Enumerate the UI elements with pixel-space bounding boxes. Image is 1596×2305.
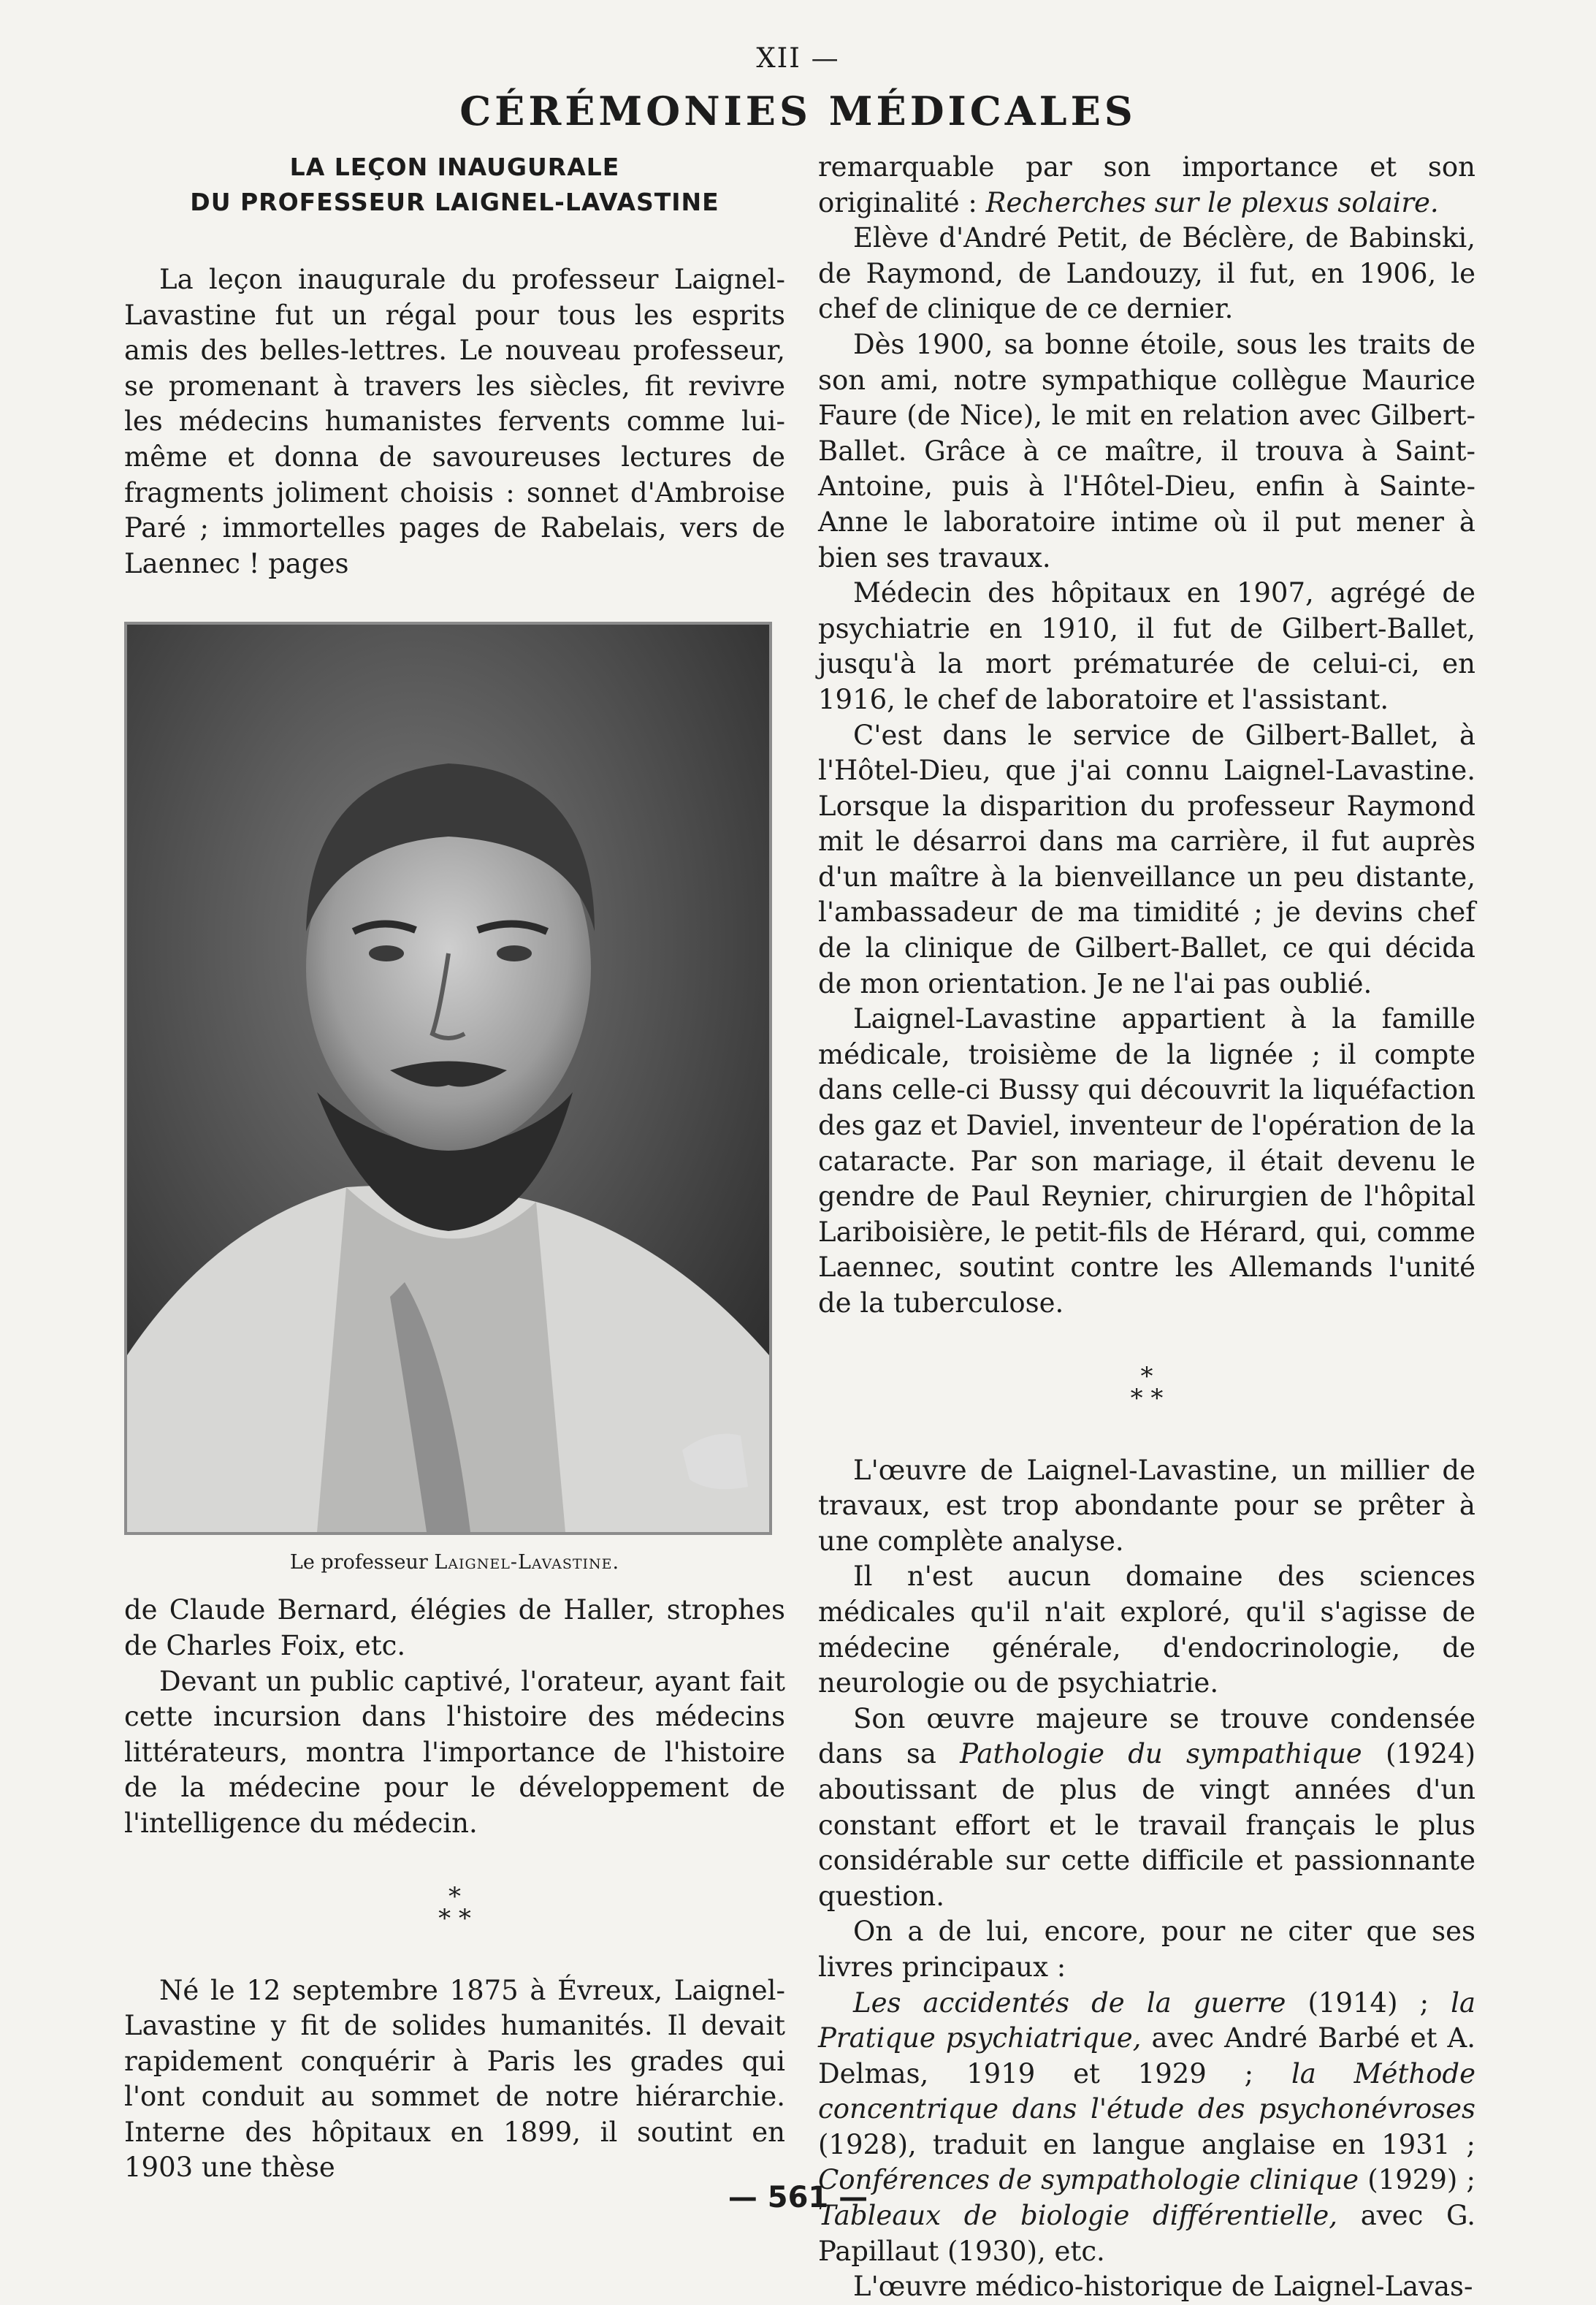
book-title: Conférences de sympathologie clinique: [818, 2164, 1359, 2196]
section-break-asterism: * * *: [1130, 1361, 1164, 1413]
caption-prefix: Le professeur: [289, 1551, 428, 1574]
article-heading-line-1: LA LEÇON INAUGURALE: [289, 153, 620, 181]
paragraph: Devant un public captivé, l'orateur, ayant fait cette incursion dans l'histoire des médecins littérateurs, montra l'importance de l'histoire de la médecine pour le développement de l'intelligence du médecin.: [124, 1665, 785, 1839]
paragraph: L'œuvre de Laignel-Lavastine, un millier de travaux, est trop abondante pour se prêter à une complète analyse.: [818, 1454, 1475, 1557]
section-title: CÉRÉMONIES MÉDICALES: [459, 88, 1137, 134]
paragraph: de Claude Bernard, élégies de Haller, strophes de Charles Foix, etc.: [124, 1594, 785, 1661]
left-column: [124, 150, 785, 2186]
paragraph: Il n'est aucun domaine des sciences médicales qu'il n'ait exploré, qu'il s'agisse de médecine générale, d'endocrinologie, de neurologie ou de psychiatrie.: [818, 1561, 1475, 1699]
paragraph: C'est dans le service de Gilbert-Ballet, à l'Hôtel-Dieu, que j'ai connu Laignel-Lavastine. Lorsque la disparition du professeur Raymond mit le désarroi dans ma carrière, il fut auprès d'un maître à la bienveillance un peu distante, l'ambassadeur de ma timidité ; je devins chef de la clinique de Gilbert-Ballet, ce qui décida de mon orientation. Je ne l'ai pas oublié.: [818, 719, 1475, 999]
paragraph: L'œuvre médico-historique de Laignel-Lavas-: [853, 2271, 1473, 2303]
paragraph: La leçon inaugurale du professeur Laignel-Lavastine fut un régal pour tous les esprits amis des belles-lettres. Le nouveau professeur, se promenant à travers les siècles, fit revivre les médecins humanistes fervents comme lui-même et donna de savoureuses lectures de fragments joliment choisis : sonnet d'Ambroise Paré ; immortelles pages de Rabelais, vers de Laennec ! pages: [124, 264, 785, 579]
paragraph: remarquable par son importance et son originalité : Recherches sur le plexus solaire.: [818, 151, 1475, 218]
article-heading-line-2: DU PROFESSEUR LAIGNEL-LAVASTINE: [190, 188, 719, 216]
bibliography-paragraph: Les accidentés de la guerre (1914) ; la Pratique psychiatrique, avec André Barbé et A. Delmas, 1919 et 1929 ; la Méthode concentrique dans l'étude des psychonévroses (1928), traduit en langue anglaise en 1931 ; Conférences de sympathologie clinique (1929) ; Tableaux de biologie différentielle, avec G. Papillaut (1930), etc.: [818, 1986, 1476, 2267]
book-title: la Méthode concentrique dans l'étude des psychonévroses: [818, 2057, 1476, 2125]
photo-caption: [124, 1551, 785, 1574]
page-number: — 561 —: [728, 2181, 868, 2214]
book-title: Pathologie du sympathique: [960, 1738, 1362, 1770]
section-break-asterism: * * *: [438, 1881, 471, 1933]
portrait-photo: [124, 622, 772, 1535]
article-heading: [124, 150, 785, 220]
book-title: Les accidentés de la guerre: [853, 1986, 1286, 2019]
caption-name: Laignel-Lavastine.: [434, 1551, 620, 1574]
paragraph: Elève d'André Petit, de Béclère, de Babinski, de Raymond, de Landouzy, il fut, en 1906, le chef de clinique de ce dernier.: [818, 222, 1475, 325]
paragraph: Dès 1900, sa bonne étoile, sous les traits de son ami, notre sympathique collègue Maurice Faure (de Nice), le mit en relation avec Gilbert-Ballet. Grâce à ce maître, il trouva à Saint-Antoine, puis à l'Hôtel-Dieu, enfin à Sainte-Anne le laboratoire intime où il put mener à bien ses travaux.: [818, 328, 1475, 574]
right-column: [818, 150, 1475, 2305]
book-title: la Pratique psychiatrique,: [818, 1986, 1476, 2054]
portrait-image: [127, 625, 769, 1532]
paragraph: Son œuvre majeure se trouve condensée dans sa Pathologie du sympathique (1924) aboutissant de plus de vingt années d'un constant effort et le travail français le plus considérable sur cette difficile et passionnante question.: [818, 1702, 1476, 1912]
running-page-number: XII —: [756, 42, 840, 74]
paragraph: Médecin des hôpitaux en 1907, agrégé de psychiatrie en 1910, il fut de Gilbert-Ballet, jusqu'à la mort prématurée de celui-ci, en 1916, le chef de laboratoire et l'assistant.: [818, 577, 1475, 715]
book-title: Tableaux de biologie différentielle,: [818, 2200, 1338, 2232]
paragraph: On a de lui, encore, pour ne citer que ses livres principaux :: [818, 1916, 1475, 1983]
paragraph: Né le 12 septembre 1875 à Évreux, Laignel-Lavastine y fit de solides humanités. Il devait rapidement conquérir à Paris les grades qui l'ont conduit au sommet de notre hiérarchie. Interne des hôpitaux en 1899, il soutint en 1903 une thèse: [124, 1974, 785, 2184]
paragraph: Laignel-Lavastine appartient à la famille médicale, troisième de la lignée ; il compte dans celle-ci Bussy qui découvrit la liquéfaction des gaz et Daviel, inventeur de l'opération de la cataracte. Par son mariage, il était devenu le gendre de Paul Reynier, chirurgien de l'hôpital Lariboisière, le petit-fils de Hérard, qui, comme Laennec, soutint contre les Allemands l'unité de la tuberculose.: [818, 1003, 1475, 1319]
thesis-title: Recherches sur le plexus solaire.: [985, 186, 1439, 218]
